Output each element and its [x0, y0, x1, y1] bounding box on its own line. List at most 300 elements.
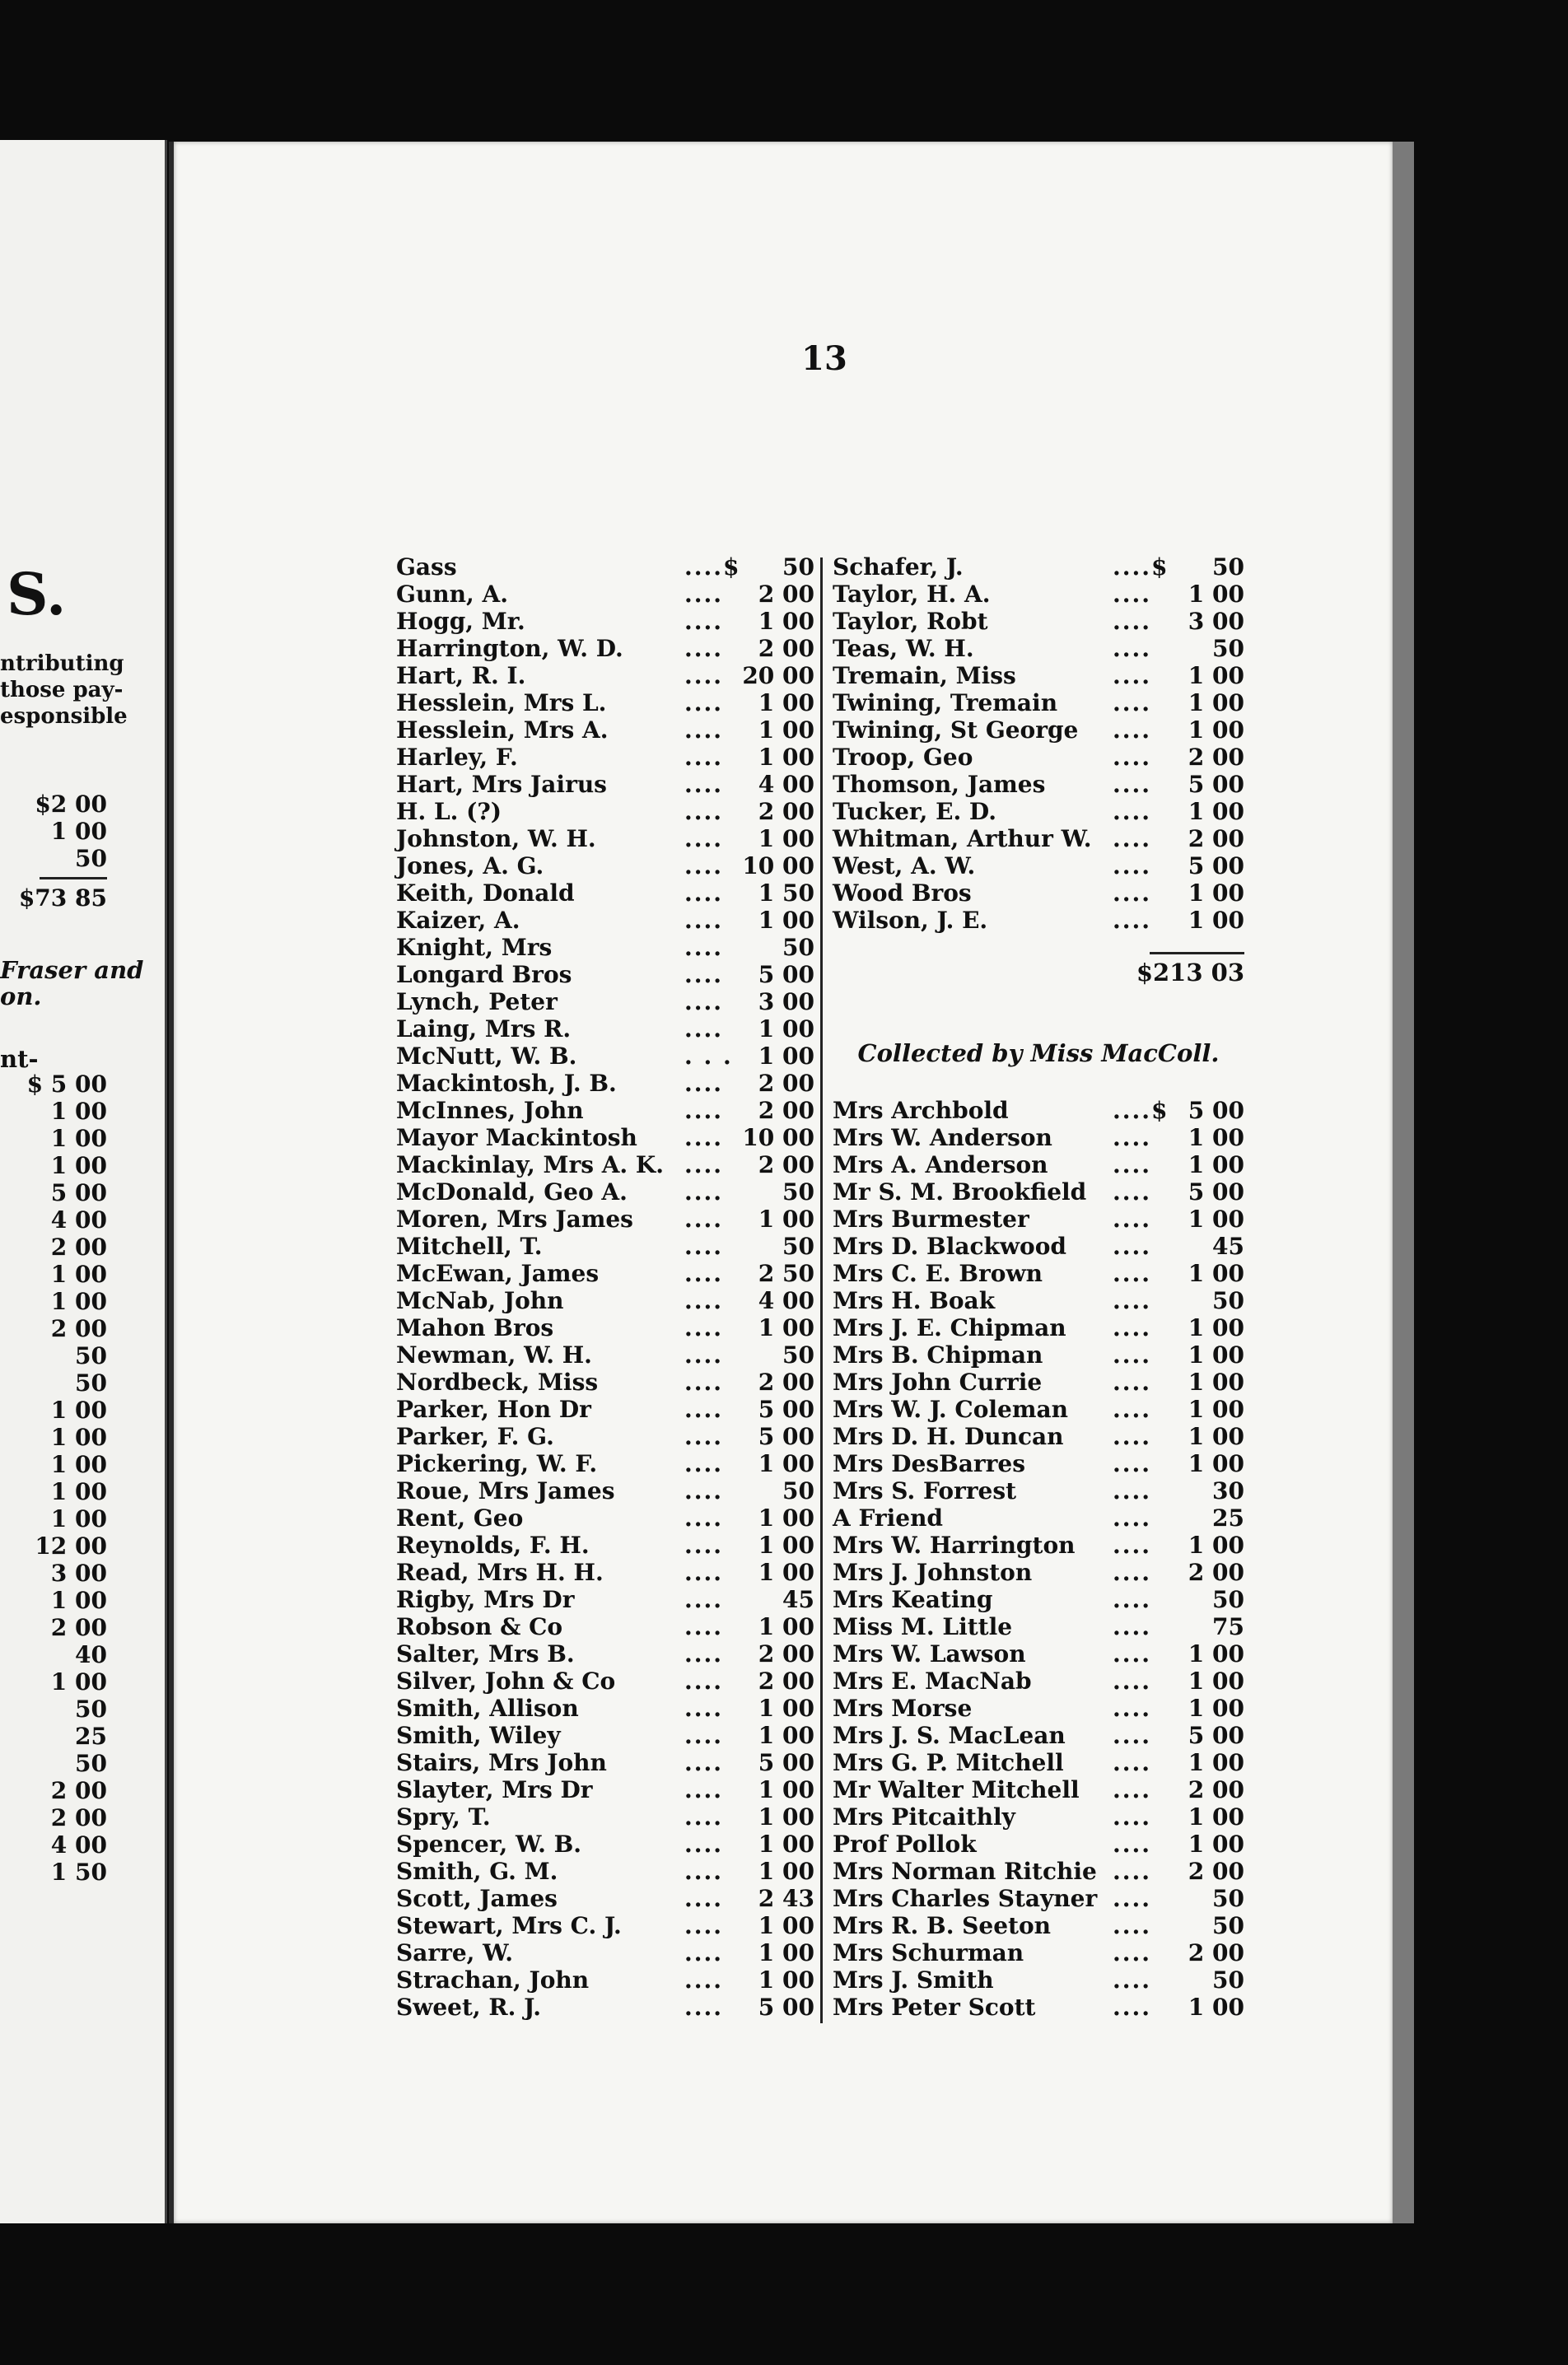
leader-dots: ....: [1113, 1450, 1151, 1477]
entry-row: [833, 1722, 1244, 1749]
entry-name: McEwan, James: [396, 1260, 600, 1287]
heading-fragment: S.: [7, 560, 67, 628]
entry-amount: 50: [1212, 1287, 1244, 1314]
page-number: 13: [801, 339, 847, 378]
entry-name: Mrs Morse: [833, 1695, 973, 1722]
entry-name: Scott, James: [396, 1885, 558, 1912]
entry-amount: 1 00: [1188, 1369, 1244, 1396]
entry-row: [396, 1043, 814, 1070]
entry-name: Sweet, R. J.: [396, 1994, 541, 2021]
entry-row: [833, 1287, 1244, 1314]
entry-row: [396, 1287, 814, 1314]
leader-dots: ....: [684, 1070, 723, 1097]
leader-dots: ....: [1113, 1749, 1151, 1776]
entry-row: [396, 1803, 814, 1831]
entry-row: [833, 1668, 1244, 1695]
leader-dots: ....: [1113, 716, 1151, 744]
entry-name: Silver, John & Co: [396, 1668, 616, 1695]
leader-dots: ....: [1113, 1776, 1151, 1803]
entry-row: [833, 608, 1244, 635]
entry-name: Harrington, W. D.: [396, 635, 623, 662]
entry-name: Mrs W. Lawson: [833, 1640, 1026, 1668]
entry-amount: 2 00: [758, 798, 814, 825]
leader-dots: ....: [1113, 1287, 1151, 1314]
entry-amount: 1 00: [758, 689, 814, 716]
entry-amount: 10 00: [742, 852, 814, 879]
leader-dots: ....: [684, 744, 723, 771]
leader-dots: ....: [684, 771, 723, 798]
entry-name: Stewart, Mrs C. J.: [396, 1912, 622, 1939]
entry-amount: 2 00: [758, 1151, 814, 1178]
entry-amount: 1 00: [758, 744, 814, 771]
entry-row: [833, 1559, 1244, 1586]
entry-row: [833, 1803, 1244, 1831]
entry-row: [396, 1233, 814, 1260]
entry-amount: 50: [782, 1233, 814, 1260]
leader-dots: ....: [1113, 1124, 1151, 1151]
entry-row: [396, 1966, 814, 1994]
entry-amount: 2 00: [1188, 744, 1244, 771]
leader-dots: ....: [684, 1369, 723, 1396]
entry-name: Strachan, John: [396, 1966, 590, 1994]
leader-dots: ....: [684, 879, 723, 907]
entry-amount: 1 00: [1188, 1423, 1244, 1450]
entry-name: Mrs Archbold: [833, 1097, 1009, 1124]
leader-dots: ....: [684, 1722, 723, 1749]
entry-name: Laing, Mrs R.: [396, 1015, 572, 1043]
entry-name: McNutt, W. B.: [396, 1043, 577, 1070]
entry-name: Mrs D. H. Duncan: [833, 1423, 1064, 1450]
leader-dots: ....: [1113, 1668, 1151, 1695]
document-page: [169, 142, 1414, 2223]
entry-name: Salter, Mrs B.: [396, 1640, 575, 1668]
amount: 4 00: [50, 1206, 107, 1234]
right-column-top: [833, 553, 1244, 934]
amount: 1 00: [50, 1424, 107, 1451]
leader-dots: ....: [684, 1477, 723, 1504]
entry-amount: 1 00: [1188, 907, 1244, 934]
entry-amount: 50: [1212, 1966, 1244, 1994]
entry-amount: 1 00: [758, 1776, 814, 1803]
leader-dots: ....: [684, 1695, 723, 1722]
leader-dots: ....: [684, 1233, 723, 1260]
entry-amount: 1 00: [758, 1695, 814, 1722]
amount: 2 00: [50, 1315, 107, 1342]
entry-row: [833, 581, 1244, 608]
entry-amount: 1 00: [758, 1803, 814, 1831]
leader-dots: ....: [684, 1097, 723, 1124]
entry-row: [396, 771, 814, 798]
entry-row: [396, 744, 814, 771]
entry-row: [396, 1613, 814, 1640]
entry-row: [396, 1559, 814, 1586]
entry-name: Mrs DesBarres: [833, 1450, 1026, 1477]
amount: 2 00: [50, 1614, 107, 1641]
entry-amount: 1 00: [758, 1450, 814, 1477]
leader-dots: ....: [684, 1423, 723, 1450]
entry-name: Schafer, J.: [833, 553, 964, 581]
leader-dots: ....: [684, 1260, 723, 1287]
entry-row: [396, 1260, 814, 1287]
entry-amount: 1 00: [758, 716, 814, 744]
leader-dots: ....: [684, 1015, 723, 1043]
entry-name: McDonald, Geo A.: [396, 1178, 628, 1206]
entry-amount: 1 00: [1188, 1124, 1244, 1151]
entry-row: [396, 825, 814, 852]
entry-row: [833, 1233, 1244, 1260]
leader-dots: ....: [1113, 825, 1151, 852]
entry-amount: 1 00: [1188, 1831, 1244, 1858]
entry-name: Smith, Allison: [396, 1695, 579, 1722]
entry-name: Mrs R. B. Seeton: [833, 1912, 1052, 1939]
amount: 1 00: [50, 1478, 107, 1505]
entry-row: [396, 961, 814, 988]
leader-dots: ....: [1113, 1912, 1151, 1939]
entry-amount: 1 00: [1188, 1668, 1244, 1695]
entry-name: Hart, R. I.: [396, 662, 526, 689]
entry-amount: 30: [1212, 1477, 1244, 1504]
amount: 50: [75, 845, 107, 872]
entry-row: [396, 689, 814, 716]
entry-row: [396, 581, 814, 608]
entry-amount: 2 00: [758, 635, 814, 662]
entry-amount: 50: [1212, 635, 1244, 662]
entry-amount: 2 00: [758, 581, 814, 608]
leader-dots: ....: [684, 1532, 723, 1559]
entry-row: [833, 1613, 1244, 1640]
leader-dots: ....: [1113, 1314, 1151, 1341]
entry-row: [833, 689, 1244, 716]
entry-amount: 50: [1212, 1885, 1244, 1912]
entry-amount: 5 00: [1188, 852, 1244, 879]
entry-name: Hesslein, Mrs L.: [396, 689, 607, 716]
entry-amount: 2 00: [1188, 1939, 1244, 1966]
entry-name: Harley, F.: [396, 744, 518, 771]
text-fragment: those pay-: [0, 678, 124, 702]
leader-dots: ....$: [1113, 1097, 1169, 1124]
entry-amount: 5 00: [758, 961, 814, 988]
entry-row: [396, 1423, 814, 1450]
section-heading: Collected by Miss MacColl.: [857, 1039, 1220, 1067]
amount: 50: [75, 1750, 107, 1777]
entry-amount: 5 00: [758, 1994, 814, 2021]
entry-amount: 5 00: [758, 1749, 814, 1776]
entry-amount: 1 00: [1188, 662, 1244, 689]
entry-name: Wilson, J. E.: [833, 907, 988, 934]
entry-row: [396, 1695, 814, 1722]
leader-dots: ....: [684, 934, 723, 961]
entry-amount: 45: [782, 1586, 814, 1613]
amount: 50: [75, 1696, 107, 1723]
entry-name: Mrs C. E. Brown: [833, 1260, 1043, 1287]
amount: 50: [75, 1369, 107, 1397]
entry-row: [833, 798, 1244, 825]
entry-name: Roue, Mrs James: [396, 1477, 615, 1504]
amount: 1 00: [50, 1152, 107, 1179]
entry-name: Keith, Donald: [396, 879, 575, 907]
leader-dots: ....: [684, 1803, 723, 1831]
entry-amount: 45: [1212, 1233, 1244, 1260]
entry-name: Kaizer, A.: [396, 907, 520, 934]
entry-row: [833, 553, 1244, 581]
entry-amount: 50: [782, 553, 814, 581]
entry-row: [833, 1885, 1244, 1912]
entry-row: [833, 825, 1244, 852]
entry-row: [396, 1532, 814, 1559]
entry-amount: 50: [1212, 1912, 1244, 1939]
entry-name: Mrs Schurman: [833, 1939, 1024, 1966]
leader-dots: ....: [684, 689, 723, 716]
entry-row: [396, 1206, 814, 1233]
entry-amount: 5 00: [1188, 771, 1244, 798]
amount: 1 00: [50, 1587, 107, 1614]
leader-dots: ....: [1113, 1369, 1151, 1396]
entry-name: Mrs G. P. Mitchell: [833, 1749, 1064, 1776]
entry-name: Slayter, Mrs Dr: [396, 1776, 593, 1803]
amount: 1 00: [50, 1668, 107, 1696]
leader-dots: ....: [684, 1178, 723, 1206]
entry-amount: 1 00: [758, 1206, 814, 1233]
entry-row: [833, 1504, 1244, 1532]
entry-row: [396, 716, 814, 744]
leader-dots: ....: [684, 1640, 723, 1668]
entry-amount: 50: [1212, 1586, 1244, 1613]
entry-row: [833, 1097, 1244, 1124]
entry-name: H. L. (?): [396, 798, 502, 825]
leader-dots: ....: [684, 1966, 723, 1994]
entry-amount: 2 43: [758, 1885, 814, 1912]
entry-name: Mrs W. J. Coleman: [833, 1396, 1068, 1423]
leader-dots: ....: [684, 1939, 723, 1966]
entry-row: [833, 1532, 1244, 1559]
entry-amount: 1 00: [758, 608, 814, 635]
amount: 1 00: [50, 1125, 107, 1152]
leader-dots: ....: [1113, 798, 1151, 825]
amount: $ 5 00: [26, 1071, 107, 1098]
entry-row: [396, 1912, 814, 1939]
entry-amount: 1 00: [1188, 1341, 1244, 1369]
entry-row: [833, 907, 1244, 934]
amount: 1 00: [50, 1397, 107, 1424]
entry-row: [396, 1341, 814, 1369]
entry-amount: 1 00: [758, 1613, 814, 1640]
entry-name: Mrs J. S. MacLean: [833, 1722, 1066, 1749]
entry-row: [396, 1314, 814, 1341]
entry-name: Mayor Mackintosh: [396, 1124, 637, 1151]
entry-row: [396, 1668, 814, 1695]
entry-name: McInnes, John: [396, 1097, 584, 1124]
entry-row: [833, 1477, 1244, 1504]
entry-row: [396, 1939, 814, 1966]
leader-dots: ....: [684, 1749, 723, 1776]
amount: 4 00: [50, 1831, 107, 1859]
leader-dots: ....: [1113, 1640, 1151, 1668]
leader-dots: ....: [1113, 1586, 1151, 1613]
leader-dots: ....: [684, 988, 723, 1015]
entry-amount: 1 00: [1188, 1151, 1244, 1178]
entry-row: [396, 1885, 814, 1912]
entry-row: [833, 1939, 1244, 1966]
entry-amount: 5 00: [1188, 1097, 1244, 1124]
entry-name: Twining, Tremain: [833, 689, 1058, 716]
entry-name: Teas, W. H.: [833, 635, 974, 662]
leader-dots: ....: [1113, 1831, 1151, 1858]
leader-dots: ....: [684, 907, 723, 934]
left-column: [396, 553, 814, 2021]
entry-name: Hogg, Mr.: [396, 608, 525, 635]
leader-dots: ....: [684, 1831, 723, 1858]
entry-name: Mrs Burmester: [833, 1206, 1029, 1233]
leader-dots: ....: [1113, 1504, 1151, 1532]
entry-amount: 25: [1212, 1504, 1244, 1532]
entry-amount: 1 00: [1188, 716, 1244, 744]
entry-row: [833, 1423, 1244, 1450]
entry-name: Mrs Norman Ritchie: [833, 1858, 1097, 1885]
leader-dots: ....$: [1113, 553, 1169, 581]
entry-amount: 5 00: [1188, 1722, 1244, 1749]
entry-row: [396, 1070, 814, 1097]
entry-row: [396, 553, 814, 581]
entry-row: [833, 1396, 1244, 1423]
entry-name: Hesslein, Mrs A.: [396, 716, 609, 744]
entry-name: Reynolds, F. H.: [396, 1532, 590, 1559]
leader-dots: ....: [1113, 1396, 1151, 1423]
entry-amount: 1 00: [758, 1559, 814, 1586]
entry-name: Mrs D. Blackwood: [833, 1233, 1066, 1260]
leader-dots: ....: [1113, 1260, 1151, 1287]
entry-name: West, A. W.: [833, 852, 976, 879]
entry-row: [833, 1124, 1244, 1151]
entry-name: A Friend: [833, 1504, 943, 1532]
leader-dots: ....: [684, 1776, 723, 1803]
amount: 1 00: [50, 1288, 107, 1315]
entry-amount: 1 00: [758, 1532, 814, 1559]
column-divider: [820, 557, 823, 2023]
entry-name: Tucker, E. D.: [833, 798, 996, 825]
entry-name: Lynch, Peter: [396, 988, 558, 1015]
entry-amount: 1 00: [1188, 1206, 1244, 1233]
entry-amount: 2 00: [758, 1070, 814, 1097]
entry-row: [396, 1831, 814, 1858]
entry-row: [833, 1314, 1244, 1341]
entry-row: [396, 1450, 814, 1477]
entry-amount: 50: [782, 1477, 814, 1504]
entry-amount: 50: [1212, 553, 1244, 581]
leader-dots: ....: [1113, 1939, 1151, 1966]
entry-name: Read, Mrs H. H.: [396, 1559, 604, 1586]
leader-dots: ....: [1113, 1341, 1151, 1369]
entry-name: Thomson, James: [833, 771, 1046, 798]
leader-dots: ....: [684, 1450, 723, 1477]
leader-dots: ....: [684, 635, 723, 662]
subtotal: $73 85: [18, 884, 107, 912]
entry-name: Mrs A. Anderson: [833, 1151, 1048, 1178]
amount: 2 00: [50, 1804, 107, 1831]
entry-amount: 1 00: [758, 1722, 814, 1749]
entry-amount: 1 00: [758, 825, 814, 852]
entry-amount: 2 00: [758, 1640, 814, 1668]
entry-amount: 1 00: [758, 907, 814, 934]
entry-row: [833, 1912, 1244, 1939]
leader-dots: ....: [684, 581, 723, 608]
entry-name: Mrs S. Forrest: [833, 1477, 1017, 1504]
text-fragment: esponsible: [0, 704, 128, 729]
amount: $2 00: [35, 791, 107, 818]
entry-amount: 2 00: [1188, 1559, 1244, 1586]
entry-name: Longard Bros: [396, 961, 572, 988]
amount: 12 00: [35, 1532, 107, 1560]
entry-name: Nordbeck, Miss: [396, 1369, 599, 1396]
facing-page: [0, 140, 167, 2223]
entry-amount: 1 00: [1188, 879, 1244, 907]
entry-row: [833, 1695, 1244, 1722]
leader-dots: ....: [684, 1994, 723, 2021]
entry-amount: 1 00: [1188, 581, 1244, 608]
entry-amount: 4 00: [758, 1287, 814, 1314]
entry-amount: 1 00: [758, 1504, 814, 1532]
entry-row: [833, 1749, 1244, 1776]
leader-dots: ....: [1113, 1206, 1151, 1233]
entry-name: Spry, T.: [396, 1803, 491, 1831]
leader-dots: ....: [1113, 1803, 1151, 1831]
entry-name: Mrs J. E. Chipman: [833, 1314, 1066, 1341]
entry-name: Mitchell, T.: [396, 1233, 543, 1260]
leader-dots: ....: [1113, 1613, 1151, 1640]
entry-row: [833, 662, 1244, 689]
leader-dots: ....: [684, 1314, 723, 1341]
entry-row: [396, 1776, 814, 1803]
amount: 1 50: [50, 1859, 107, 1886]
entry-row: [396, 1858, 814, 1885]
leader-dots: ....: [684, 1912, 723, 1939]
entry-amount: 75: [1212, 1613, 1244, 1640]
entry-amount: 2 00: [1188, 825, 1244, 852]
entry-row: [396, 1640, 814, 1668]
entry-amount: 10 00: [742, 1124, 814, 1151]
entry-row: [396, 1178, 814, 1206]
entry-amount: 4 00: [758, 771, 814, 798]
entry-amount: 50: [782, 1178, 814, 1206]
entry-amount: 1 00: [1188, 1450, 1244, 1477]
leader-dots: ....: [684, 798, 723, 825]
amount: 5 00: [50, 1179, 107, 1206]
leader-dots: ....: [1113, 662, 1151, 689]
entry-row: [833, 1178, 1244, 1206]
entry-row: [833, 1776, 1244, 1803]
leader-dots: ....: [1113, 907, 1151, 934]
leader-dots: ....: [684, 1287, 723, 1314]
leader-dots: ....: [684, 716, 723, 744]
entry-row: [396, 879, 814, 907]
entry-name: Mrs J. Johnston: [833, 1559, 1033, 1586]
entry-row: [396, 635, 814, 662]
total: $213 03: [1136, 959, 1244, 987]
entry-row: [833, 1450, 1244, 1477]
entry-name: Rent, Geo: [396, 1504, 524, 1532]
entry-row: [396, 1396, 814, 1423]
leader-dots: ....: [1113, 1885, 1151, 1912]
entry-amount: 50: [782, 1341, 814, 1369]
entry-amount: 50: [782, 934, 814, 961]
entry-amount: 1 00: [1188, 689, 1244, 716]
leader-dots: ....: [1113, 608, 1151, 635]
amount: 1 00: [50, 1451, 107, 1478]
entry-amount: 1 00: [1188, 1532, 1244, 1559]
entry-name: Mrs Peter Scott: [833, 1994, 1036, 2021]
entry-name: Mrs J. Smith: [833, 1966, 994, 1994]
entry-name: Rigby, Mrs Dr: [396, 1586, 575, 1613]
leader-dots: ....: [1113, 1233, 1151, 1260]
